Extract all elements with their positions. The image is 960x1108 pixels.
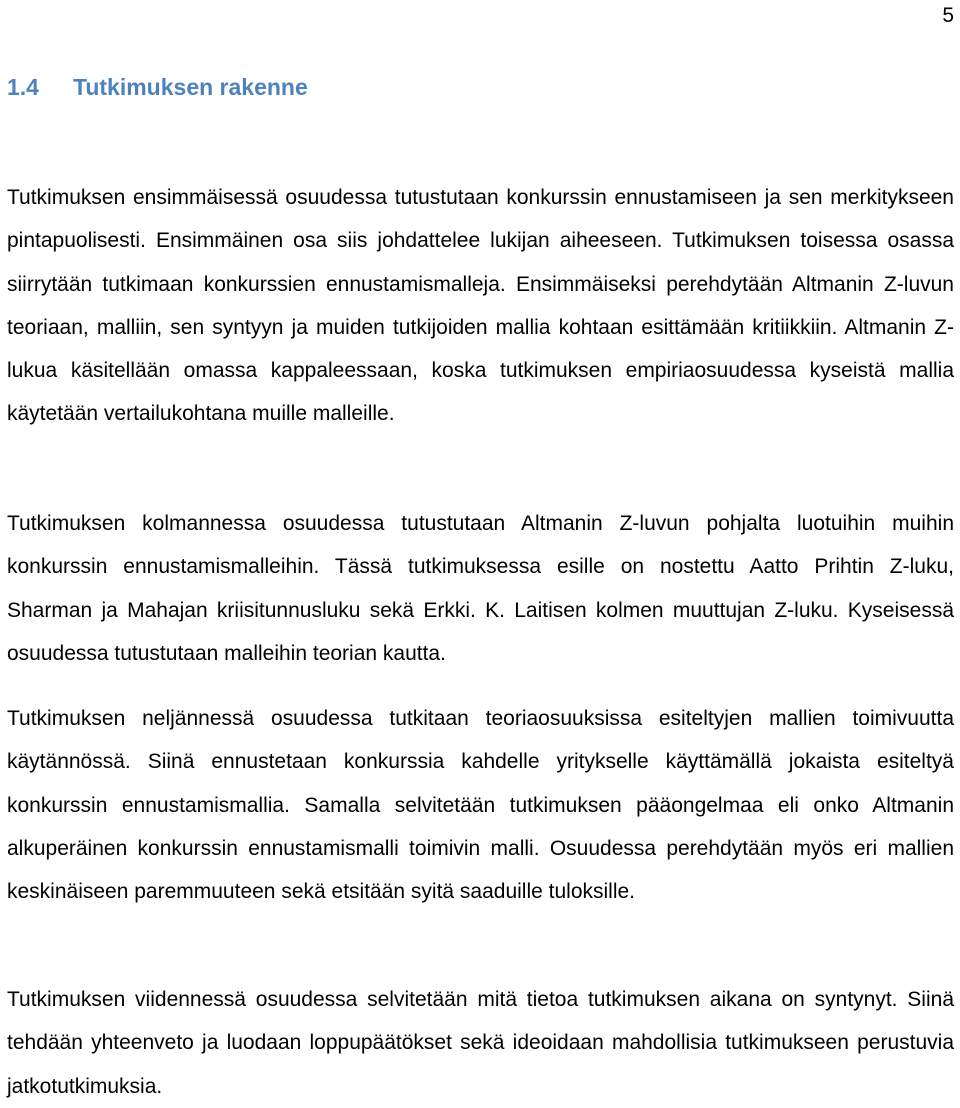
section-title: Tutkimuksen rakenne [73, 74, 308, 100]
paragraph-4: Tutkimuksen viidennessä osuudessa selvitetään mitä tietoa tutkimuksen aikana on syntynyt. Siinä tehdään yhteenveto ja luodaan loppupäätökset sekä ideoidaan mahdollisia tutkimukseen perustuvia jatkotutkimuksia. [7, 988, 954, 1098]
section-number: 1.4 [7, 74, 39, 100]
page-number: 5 [942, 4, 954, 27]
paragraph-3: Tutkimuksen neljännessä osuudessa tutkitaan teoriaosuuksissa esiteltyjen mallien toimivuutta käytännössä. Siinä ennustetaan konkurssia kahdelle yritykselle käyttämällä jokaista esiteltyä konkurssin ennustamismallia. Samalla selvitetään tutkimuksen pääongelmaa eli onko Altmanin alkuperäinen konkurssin ennustamismalli toimivin malli. Osuudessa perehdytään myös eri mallien keskinäiseen paremmuuteen sekä etsitään syitä saaduille tuloksille. [7, 707, 954, 904]
paragraph-2: Tutkimuksen kolmannessa osuudessa tutustutaan Altmanin Z-luvun pohjalta luotuihin muihin konkurssin ennustamismalleihin. Tässä tutkimuksessa esille on nostettu Aatto Prihtin Z-luku, Sharman ja Mahajan kriisitunnusluku sekä Erkki. K. Laitisen kolmen muuttujan Z-luku. Kyseisessä osuudessa tutustutaan malleihin teorian kautta. [7, 512, 954, 665]
paragraph-1: Tutkimuksen ensimmäisessä osuudessa tutustutaan konkurssin ennustamiseen ja sen merkitykseen pintapuolisesti. Ensimmäinen osa siis johdattelee lukijan aiheeseen. Tutkimuksen toisessa osassa siirrytään tutkimaan konkurssien ennustamismalleja. Ensimmäiseksi perehdytään Altmanin Z-luvun teoriaan, malliin, sen syntyyn ja muiden tutkijoiden mallia kohtaan esittämään kritiikkiin. Altmanin Z-lukua käsitellään omassa kappaleessaan, koska tutkimuksen empiriaosuudessa kyseistä mallia käytetään vertailukohtana muille malleille. [7, 186, 954, 426]
section-heading [7, 72, 308, 102]
